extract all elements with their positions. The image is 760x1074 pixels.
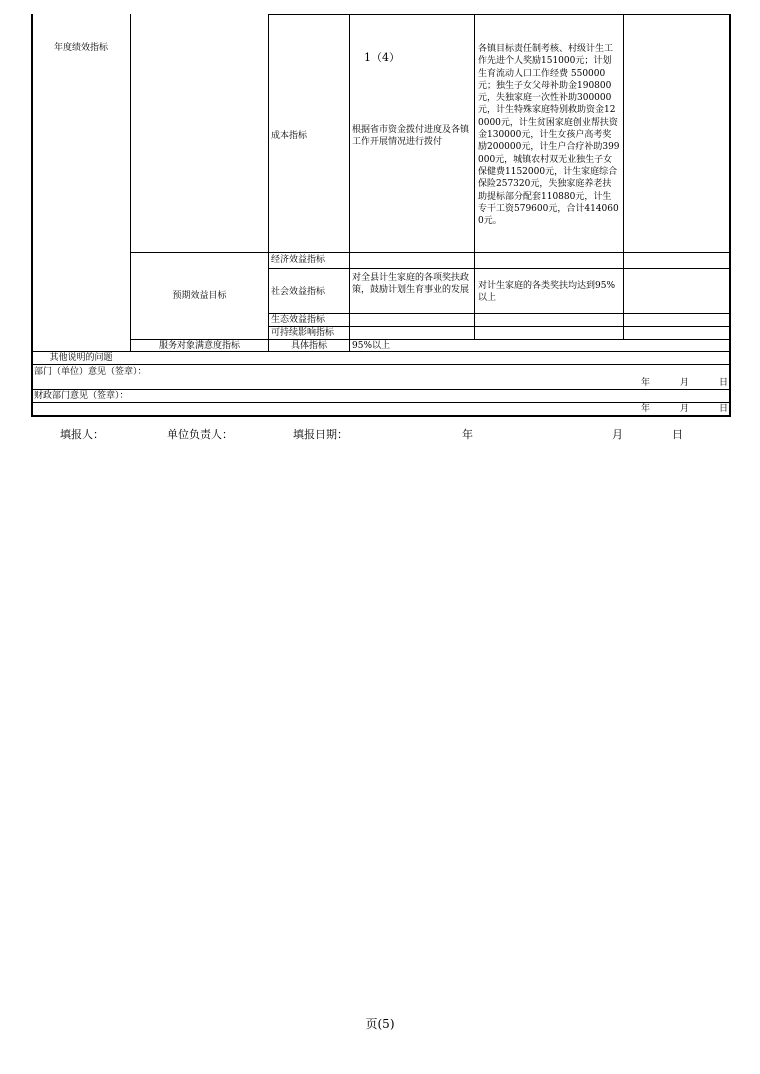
fill-date-month: 月 — [612, 428, 623, 441]
social-benefit-label: 社会效益指标 — [271, 287, 326, 297]
satisfaction-value: 95%以上 — [352, 341, 391, 351]
table-line — [130, 252, 730, 253]
dept-opinion-label: 部门（单位）意见（签章）： — [34, 367, 147, 377]
economic-benefit-label: 经济效益指标 — [271, 255, 326, 265]
ecological-benefit-label: 生态效益指标 — [271, 315, 326, 325]
table-line — [268, 14, 730, 15]
table-border-right — [729, 14, 731, 416]
finance-opinion-label: 财政部门意见（签章）： — [34, 391, 129, 401]
table-line — [31, 402, 730, 403]
satisfaction-sub-label: 具体指标 — [290, 341, 327, 351]
table-line — [31, 364, 730, 365]
table-divider — [474, 14, 475, 340]
table-divider — [623, 14, 624, 340]
other-issues-label: 其他说明的问题 — [49, 353, 113, 363]
table-divider — [349, 14, 350, 352]
dept-date-year: 年 — [641, 378, 651, 388]
sustainable-impact-label: 可持续影响指标 — [271, 328, 335, 338]
annual-indicator-header: 年度绩效指标 — [53, 43, 108, 53]
table-line — [31, 389, 730, 390]
cost-target-value: 各镇目标责任制考核、村级计生工作先进个人奖励151000元；计划生育流动人口工作经费 550000元；独生子女父母补助金190800元，失独家庭一次性补助300000元，计生特殊家庭特别救助资金120000元，计生贫困家庭创业帮扶资金130000元，计生女孩户高考奖励200000元，计生户合疗补助399000元，城镇农村双无业独生子女保健费1152000元，计生家庭综合保险257320元，失独家庭养老扶助提标部分配套110880元，计生专干工资579600元，合计4140600元。 — [478, 44, 620, 227]
cost-indicator-label: 成本指标 — [271, 131, 308, 141]
satisfaction-label: 服务对象满意度指标 — [158, 341, 240, 351]
filler-label: 填报人： — [60, 428, 104, 441]
cost-indicator-code: 1（4） — [364, 51, 400, 64]
social-benefit-target: 对计生家庭的各类奖扶均达到95%以上 — [478, 281, 616, 303]
fill-date-year: 年 — [462, 428, 473, 441]
finance-date-day: 日 — [719, 404, 729, 414]
fill-date-day: 日 — [672, 428, 683, 441]
social-benefit-description: 对全县计生家庭的各项奖扶政策，鼓励计划生育事业的发展 — [352, 273, 470, 295]
dept-date-day: 日 — [719, 378, 729, 388]
table-line — [268, 268, 730, 269]
benefit-group-label: 预期效益目标 — [172, 291, 227, 301]
page-number: 页(5) — [365, 1017, 395, 1031]
cost-indicator-description: 根据省市资金拨付进度及各镇工作开展情况进行拨付 — [352, 125, 470, 147]
unit-head-label: 单位负责人： — [167, 428, 233, 441]
fill-date-label: 填报日期： — [293, 428, 348, 441]
table-line — [268, 313, 730, 314]
table-border-bottom — [31, 415, 731, 417]
table-divider — [268, 14, 269, 352]
finance-date-month: 月 — [680, 404, 690, 414]
dept-date-month: 月 — [680, 378, 690, 388]
table-line — [268, 326, 730, 327]
finance-date-year: 年 — [641, 404, 651, 414]
